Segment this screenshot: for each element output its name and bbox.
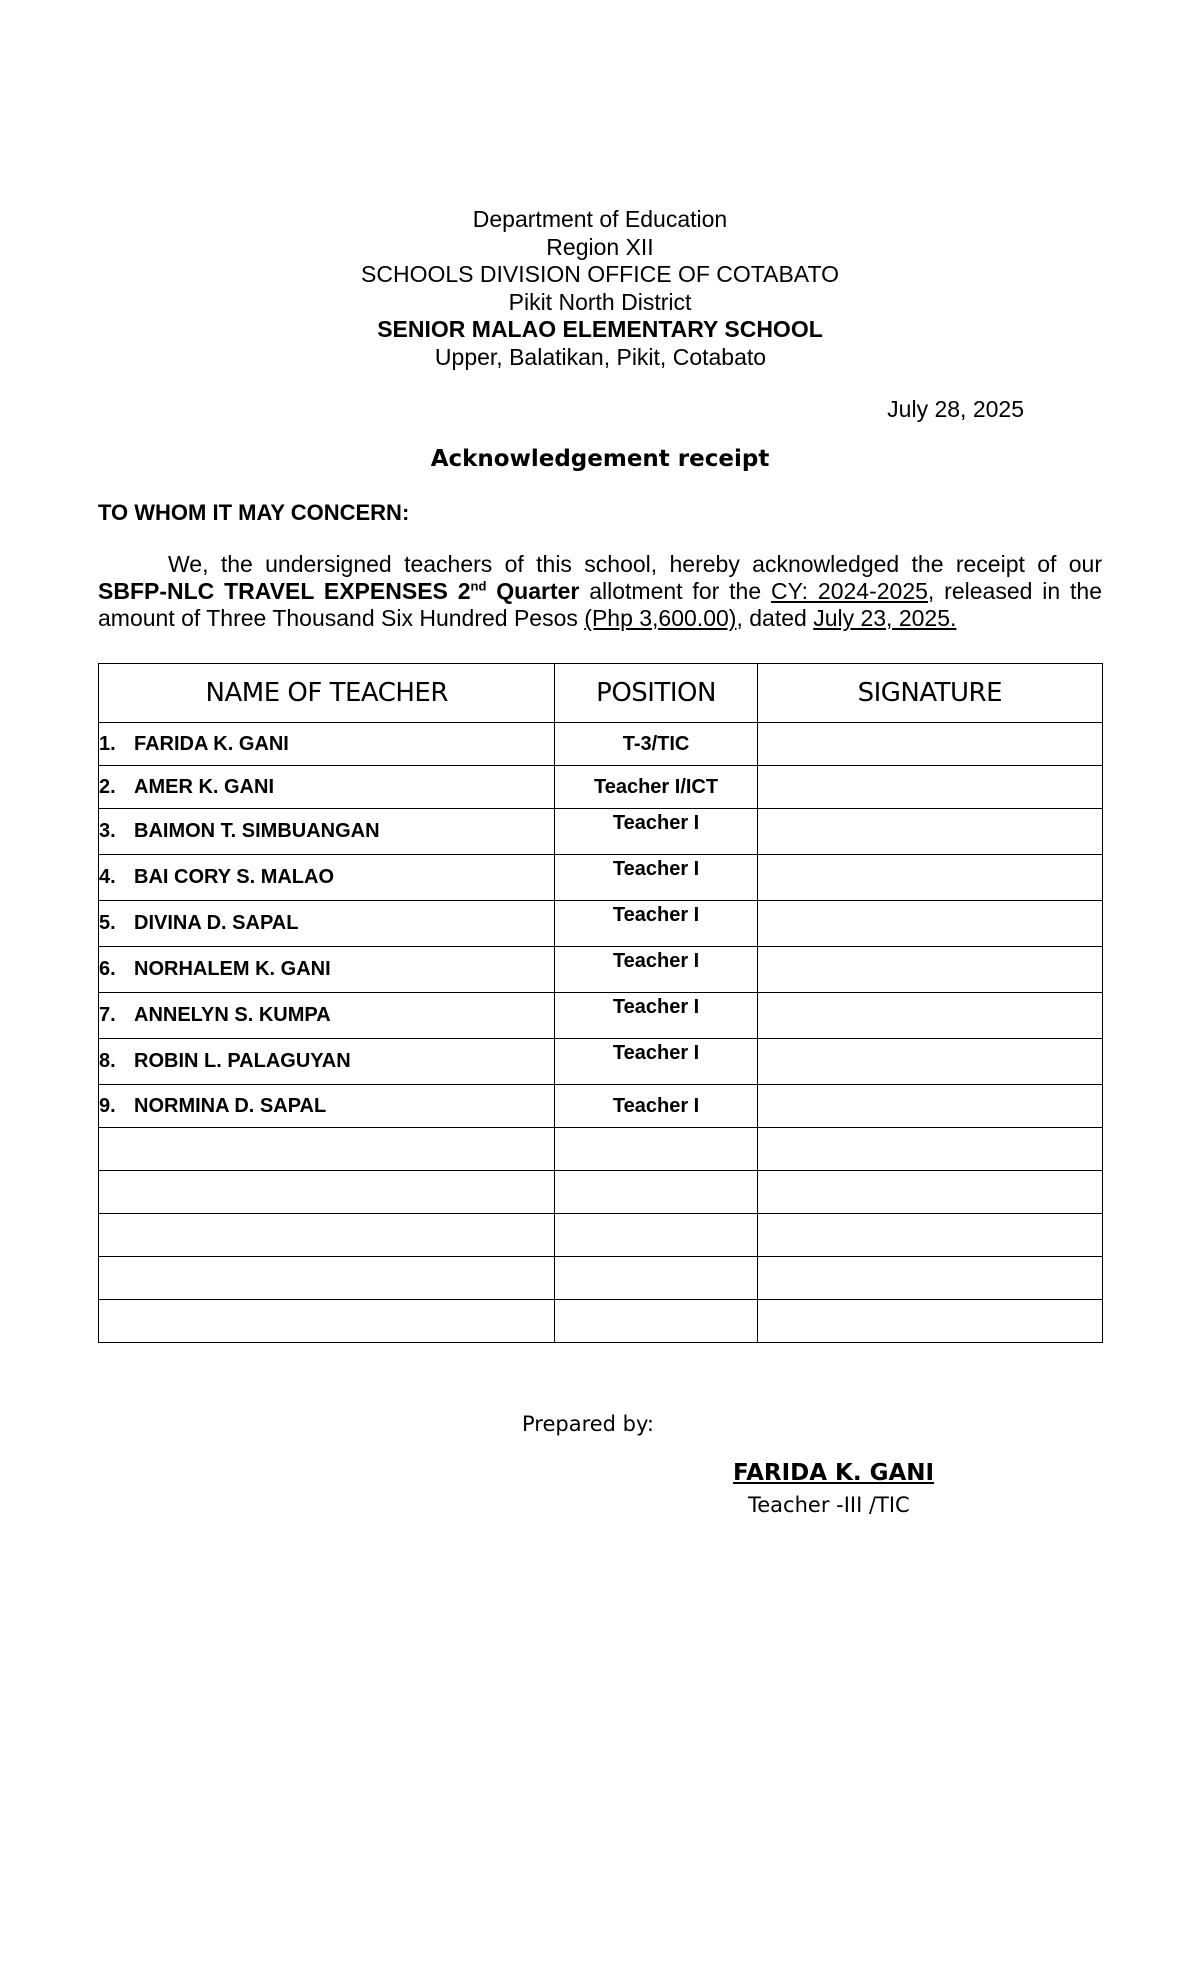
table-row: [99, 947, 1103, 993]
division-office: SCHOOLS DIVISION OFFICE OF COTABATO: [361, 261, 839, 287]
program-name: [98, 578, 579, 604]
salutation: TO WHOM IT MAY CONCERN:: [98, 500, 410, 525]
teacher-name: AMER K. GANI: [134, 775, 274, 798]
prepared-by-label: Prepared by:: [522, 1412, 654, 1436]
empty-cell: [555, 1257, 757, 1300]
position-cell: Teacher I/ICT: [555, 766, 757, 809]
position-cell: T-3/TIC: [555, 723, 757, 766]
body-text-3: , released in the amount of Three Thousand Six Hundred Pesos: [98, 578, 1103, 631]
signature-cell: [757, 1039, 1102, 1085]
empty-cell: [99, 1257, 555, 1300]
teacher-name: NORMINA D. SAPAL: [134, 1094, 327, 1117]
teacher-name-cell: [99, 1039, 555, 1085]
body-paragraph: [98, 551, 1102, 632]
table-row: [99, 901, 1103, 947]
amount: (Php 3,600.00): [584, 605, 737, 631]
signer-position: Teacher -III /TIC: [748, 1493, 910, 1517]
position-cell: Teacher I: [555, 855, 757, 901]
district: Pikit North District: [508, 288, 692, 315]
signature-cell: [757, 901, 1102, 947]
signature-cell: [757, 993, 1102, 1039]
school-name: SENIOR MALAO ELEMENTARY SCHOOL: [377, 316, 823, 342]
teacher-name: BAI CORY S. MALAO: [134, 866, 335, 888]
signature-cell: [757, 855, 1102, 901]
body-text-2: allotment for the: [579, 578, 771, 604]
document-date: July 28, 2025: [887, 396, 1024, 422]
empty-cell: [757, 1171, 1102, 1214]
table-row: [99, 1085, 1103, 1128]
position-cell: Teacher I: [555, 809, 757, 855]
empty-cell: [757, 1214, 1102, 1257]
header-name: NAME OF TEACHER: [99, 664, 555, 723]
position-cell: Teacher I: [555, 947, 757, 993]
teacher-name-cell: [99, 809, 555, 855]
empty-cell: [555, 1171, 757, 1214]
teacher-table: [98, 663, 1103, 1343]
quarter-text: Quarter: [486, 578, 580, 604]
empty-cell: [99, 1300, 555, 1343]
teacher-name: ROBIN L. PALAGUYAN: [134, 1050, 351, 1072]
signature-cell: [757, 1085, 1102, 1128]
signature-cell: [757, 723, 1102, 766]
teacher-name-cell: [99, 855, 555, 901]
signer-name: FARIDA K. GANI: [733, 1460, 935, 1486]
teacher-name-cell: [99, 993, 555, 1039]
header-signature: SIGNATURE: [757, 664, 1102, 723]
ordinal-suffix: nd: [470, 578, 487, 594]
empty-row: [99, 1171, 1103, 1214]
row-number: 4.: [99, 866, 116, 888]
row-number: 3.: [99, 820, 116, 842]
release-date: July 23, 2025.: [813, 605, 957, 631]
teacher-name-cell: [99, 947, 555, 993]
empty-cell: [99, 1171, 555, 1214]
signature-cell: [757, 947, 1102, 993]
position-cell: Teacher I: [555, 993, 757, 1039]
empty-row: [99, 1300, 1103, 1343]
position-cell: Teacher I: [555, 1085, 757, 1128]
empty-cell: [757, 1257, 1102, 1300]
empty-row: [99, 1128, 1103, 1171]
row-number: 6.: [99, 958, 116, 980]
empty-cell: [555, 1128, 757, 1171]
empty-cell: [99, 1128, 555, 1171]
body-text-1: We, the undersigned teachers of this school, hereby acknowledged the receipt of our: [168, 551, 1102, 577]
row-number: 2.: [99, 775, 116, 798]
table-row: [99, 723, 1103, 766]
letterhead: [0, 206, 1200, 371]
calendar-year: CY: 2024-2025: [770, 578, 928, 604]
row-number: 1.: [99, 732, 116, 755]
body-text-4: , dated: [736, 605, 814, 631]
table-row: [99, 1039, 1103, 1085]
document-title: Acknowledgement receipt: [430, 446, 770, 472]
row-number: 7.: [99, 1004, 116, 1026]
row-number: 9.: [99, 1094, 116, 1117]
teacher-name: DIVINA D. SAPAL: [134, 912, 299, 934]
teacher-name-cell: [99, 901, 555, 947]
program-name-text: SBFP-NLC TRAVEL EXPENSES 2: [98, 578, 471, 604]
row-number: 8.: [99, 1050, 116, 1072]
department-name: Department of Education: [472, 206, 728, 232]
table-row: [99, 809, 1103, 855]
row-number: 5.: [99, 912, 116, 934]
table-row: [99, 993, 1103, 1039]
teacher-name: NORHALEM K. GANI: [134, 958, 331, 980]
teacher-name-cell: [99, 723, 555, 766]
teacher-name-cell: [99, 1085, 555, 1128]
teacher-name: ANNELYN S. KUMPA: [134, 1004, 331, 1026]
header-position: POSITION: [555, 664, 757, 723]
position-cell: Teacher I: [555, 901, 757, 947]
school-address: Upper, Balatikan, Pikit, Cotabato: [434, 343, 767, 370]
position-cell: Teacher I: [555, 1039, 757, 1085]
empty-cell: [757, 1300, 1102, 1343]
signature-cell: [757, 766, 1102, 809]
empty-cell: [555, 1300, 757, 1343]
empty-cell: [757, 1128, 1102, 1171]
table-row: [99, 766, 1103, 809]
empty-cell: [555, 1214, 757, 1257]
table-header-row: [99, 664, 1103, 723]
empty-cell: [99, 1214, 555, 1257]
region: Region XII: [546, 233, 654, 260]
teacher-name: FARIDA K. GANI: [134, 732, 289, 755]
teacher-name: BAIMON T. SIMBUANGAN: [134, 820, 380, 842]
teacher-name-cell: [99, 766, 555, 809]
signature-cell: [757, 809, 1102, 855]
empty-row: [99, 1214, 1103, 1257]
empty-row: [99, 1257, 1103, 1300]
table-row: [99, 855, 1103, 901]
